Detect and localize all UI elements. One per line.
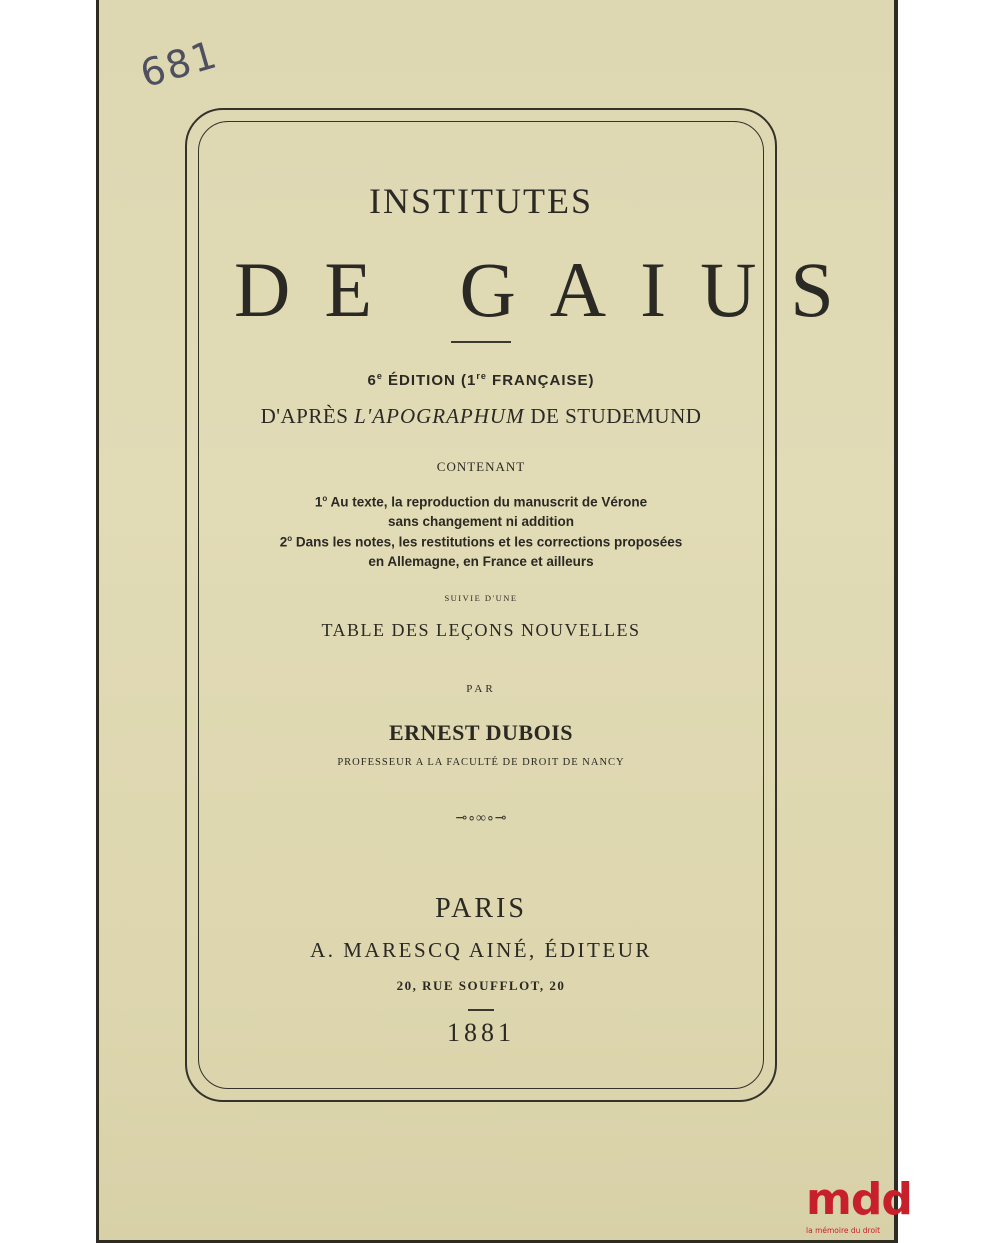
publisher-address: 20, RUE SOUFFLOT, 20 — [396, 978, 566, 993]
content-item: sans changement ni addition — [387, 514, 575, 529]
title-divider — [451, 341, 511, 343]
author-title: PROFESSEUR A LA FACULTÉ DE DROIT DE NANCY — [337, 757, 625, 768]
logo-tagline: la mémoire du droit — [806, 1226, 881, 1235]
publication-place: PARIS — [435, 893, 527, 924]
contenant-heading: CONTENANT — [436, 459, 526, 474]
content-item: en Allemagne, en France et ailleurs — [368, 554, 594, 569]
title-line-2: DE GAIUS — [234, 246, 868, 333]
source-line: D'APRÈS L'APOGRAPHUM DE STUDEMUND — [260, 404, 702, 428]
year-divider — [468, 1009, 494, 1011]
publication-year: 1881 — [447, 1018, 515, 1047]
par-label: PAR — [466, 683, 496, 695]
publisher-name: A. MARESCQ AINÉ, ÉDITEUR — [310, 938, 652, 962]
content-item: 2$^o$ Dans les notes, les restitutions et les corrections proposées — [279, 534, 683, 550]
table-title: TABLE DES LEÇONS NOUVELLES — [321, 620, 641, 640]
ornament-divider: ⊸∘∞∘⊸ — [455, 811, 507, 826]
logo-wordmark: mdd — [806, 1174, 912, 1225]
mdd-logo — [806, 1174, 912, 1240]
handwritten-shelfmark: 681 — [135, 32, 224, 96]
author-name: ERNEST DUBOIS — [389, 720, 573, 745]
content-item: 1$^o$ Au texte, la reproduction du manuscrit de Vérone — [314, 494, 648, 510]
title-line-1: INSTITUTES — [369, 181, 593, 221]
suivie-label: SUIVIE D'UNE — [444, 593, 518, 603]
edition-line: 6e ÉDITION (1re FRANÇAISE) — [367, 371, 595, 389]
